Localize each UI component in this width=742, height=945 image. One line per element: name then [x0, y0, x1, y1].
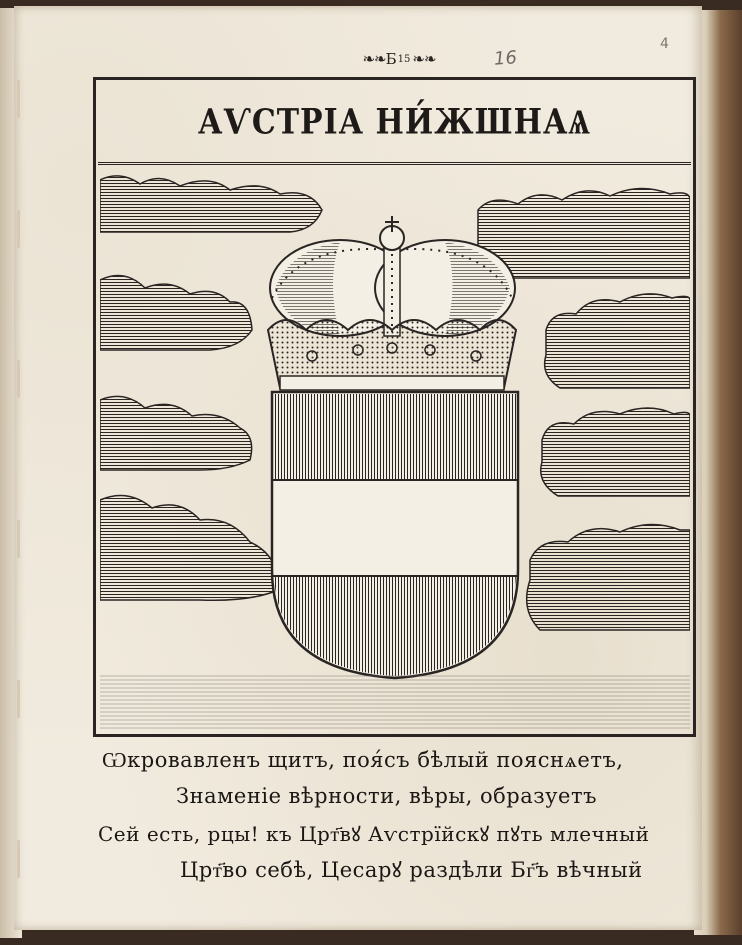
verse-line-2: Знаменіе вѣрности, вѣры, образуетъ: [176, 784, 597, 808]
cloud-icon: [100, 396, 252, 470]
stitch: [17, 80, 20, 118]
corner-page-number: 4: [660, 36, 669, 52]
verse-line-4: Црт҃во себѣ, Цесарꙋ раздѣли Бг҃ъ вѣчный: [180, 858, 643, 882]
stitch: [17, 520, 20, 558]
binding-stitches: [14, 60, 24, 900]
cloud-icon: [527, 524, 690, 630]
stitch: [17, 360, 20, 398]
title-panel: [98, 82, 691, 165]
verse-line-3: Сей есть, рцы! къ Црт҃вꙋ Аѵстрїйскꙋ пꙋть млечный: [98, 822, 650, 846]
cloud-icon: [100, 276, 252, 351]
coat-of-arms-engraving: [100, 170, 690, 730]
ground-hatching: [100, 675, 690, 730]
signature-number: 15: [397, 53, 411, 65]
stitch: [17, 210, 20, 248]
stitch: [17, 840, 20, 878]
cloud-icon: [545, 294, 690, 388]
ornament-right: ❧❧: [412, 50, 436, 68]
shield-icon: [272, 392, 518, 678]
page-title: АѴСТРІА НИ́ЖШНАѦ: [197, 101, 592, 143]
verse-line-1: Ѡкровавленъ щитъ, поя́съ бѣлый пояснѧетъ,: [102, 748, 624, 772]
stitch: [17, 680, 20, 718]
page-header-ornament: [343, 48, 455, 70]
pencil-page-number: 16: [493, 47, 518, 70]
ornament-left: ❧❧Б: [362, 50, 396, 68]
cloud-icon: [100, 496, 278, 601]
cloud-icon: [100, 176, 322, 232]
cloud-icon: [541, 408, 690, 496]
cloud-icon: [478, 188, 690, 278]
